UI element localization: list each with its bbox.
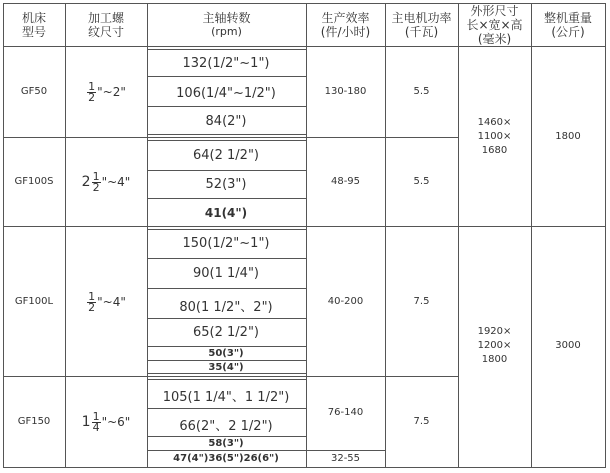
speed-rpm: 58 (208, 438, 223, 449)
header-rate (306, 11, 385, 39)
header-thread-line2: 纹尺寸 (87, 25, 124, 39)
speed-row (147, 56, 305, 71)
motor-gf100s: 5.5 (413, 176, 430, 187)
speed-size: (1/2"~1") (207, 236, 270, 251)
thread-gf100l (65, 292, 147, 313)
rate-gf150-last: 32-55 (330, 453, 361, 464)
speed-size: (1/2"~1") (207, 56, 270, 71)
speed-row (147, 453, 305, 464)
speed-size: (2") (222, 114, 247, 129)
thread-frac (92, 172, 101, 193)
header-model-line2: 型号 (21, 25, 46, 39)
header-spindle (147, 11, 306, 39)
model-gf100l: GF100L (14, 296, 54, 307)
speed-size: (4") (222, 362, 244, 373)
dims-height: 1680 (481, 145, 508, 156)
speed-row (147, 236, 305, 251)
speed-rpm: 90 (193, 266, 210, 281)
speed-rpm: 105 (162, 390, 188, 405)
speed-row (147, 296, 305, 315)
dims-height: 1800 (481, 354, 508, 365)
frac-num: 1 (92, 410, 100, 423)
frac-num: 1 (88, 80, 96, 93)
speed-rpm: 65 (193, 325, 210, 340)
thread-gf50 (65, 82, 147, 103)
speed-size: (2"、2 1/2") (195, 419, 273, 434)
motor-gf100l: 7.5 (413, 296, 430, 307)
speed-size: (3") (222, 438, 244, 449)
rate-gf50: 130-180 (324, 86, 367, 97)
dims-width: 1200× (477, 340, 512, 351)
speed-row (147, 206, 305, 220)
speed-row (147, 362, 305, 373)
header-spindle-line1: 主轴转数 (202, 11, 251, 25)
speed-row (147, 148, 305, 163)
rate-gf150: 76-140 (327, 407, 364, 418)
header-rate-line2: (件/小时) (320, 25, 371, 39)
speed-size: (2 1/2") (209, 325, 259, 340)
thread-range: "~2" (97, 85, 126, 99)
thread-gf150 (65, 412, 147, 433)
speed-row (147, 386, 305, 405)
frac-num: 1 (88, 290, 96, 303)
speed-size: (4") (221, 206, 248, 220)
speed-row (147, 415, 305, 434)
header-thread (65, 11, 147, 39)
rate-gf100s: 48-95 (330, 176, 361, 187)
speed-row (147, 348, 305, 359)
thread-frac (92, 412, 101, 433)
speed-size: 47(4")36(5")26(6") (173, 453, 279, 464)
speed-rpm: 35 (208, 362, 223, 373)
thread-whole: 1 (81, 414, 91, 430)
model-gf100s: GF100S (14, 176, 54, 187)
speed-rpm: 80 (179, 300, 196, 315)
speed-size: (3") (222, 348, 244, 359)
thread-range: "~4" (101, 175, 131, 189)
thread-range: "~6" (101, 415, 131, 429)
header-rate-line1: 生产效率 (321, 11, 370, 25)
header-weight-line2: (公斤) (551, 25, 585, 39)
header-spindle-line2: (rpm) (211, 25, 242, 38)
speed-size: (1 1/4") (209, 266, 259, 281)
speed-rpm: 52 (205, 177, 223, 192)
speed-rpm: 84 (205, 114, 223, 129)
frac-den: 4 (92, 421, 100, 434)
speed-rpm: 41 (204, 206, 222, 220)
motor-gf150: 7.5 (413, 416, 430, 427)
weight-group1: 1800 (555, 131, 581, 142)
speed-rpm: 150 (182, 236, 208, 251)
header-weight (531, 11, 605, 39)
thread-gf100s (65, 172, 147, 193)
speed-size: (2 1/2") (209, 148, 259, 163)
header-weight-line1: 整机重量 (543, 11, 592, 25)
speed-size: (3") (222, 177, 247, 192)
header-motor-line1: 主电机功率 (391, 11, 452, 25)
speed-row (147, 86, 305, 101)
speed-row (147, 114, 305, 129)
header-motor-line2: (千瓦) (404, 25, 439, 39)
rate-gf100l: 40-200 (327, 296, 364, 307)
header-model (3, 11, 65, 39)
thread-range: "~4" (97, 295, 126, 309)
frac-num: 1 (92, 170, 100, 183)
speed-row (147, 325, 305, 340)
speed-row (147, 266, 305, 281)
thread-frac (87, 292, 96, 313)
motor-gf50: 5.5 (413, 86, 430, 97)
speed-rpm: 66 (179, 419, 196, 434)
speed-row (147, 177, 305, 192)
header-motor (385, 11, 458, 39)
speed-size: (1 1/4"、1 1/2") (187, 390, 290, 405)
frac-den: 2 (88, 301, 96, 314)
dims-width: 1100× (477, 131, 512, 142)
header-dims (458, 4, 531, 46)
header-dims-line2: 长×宽×高 (466, 18, 523, 32)
frac-den: 2 (92, 181, 100, 194)
frac-den: 2 (88, 91, 96, 104)
speed-row (147, 438, 305, 449)
dims-group1 (458, 116, 531, 158)
header-model-line1: 机床 (21, 11, 46, 25)
header-thread-line1: 加工螺 (87, 11, 124, 25)
model-gf50: GF50 (20, 86, 48, 97)
header-dims-line3: (毫米) (477, 32, 512, 46)
dims-length: 1920× (477, 326, 512, 337)
speed-rpm: 132 (182, 56, 208, 71)
thread-whole: 2 (81, 174, 91, 190)
weight-group2: 3000 (555, 340, 581, 351)
speed-rpm: 50 (208, 348, 223, 359)
speed-size: (1 1/2"、2") (195, 300, 273, 315)
speed-rpm: 106 (176, 86, 201, 101)
thread-frac (87, 82, 96, 103)
dims-length: 1460× (477, 117, 512, 128)
speed-rpm: 64 (193, 148, 210, 163)
model-gf150: GF150 (17, 416, 51, 427)
speed-size: (1/4"~1/2") (200, 86, 276, 101)
header-dims-line1: 外形尺寸 (470, 4, 519, 18)
dims-group2 (458, 325, 531, 367)
